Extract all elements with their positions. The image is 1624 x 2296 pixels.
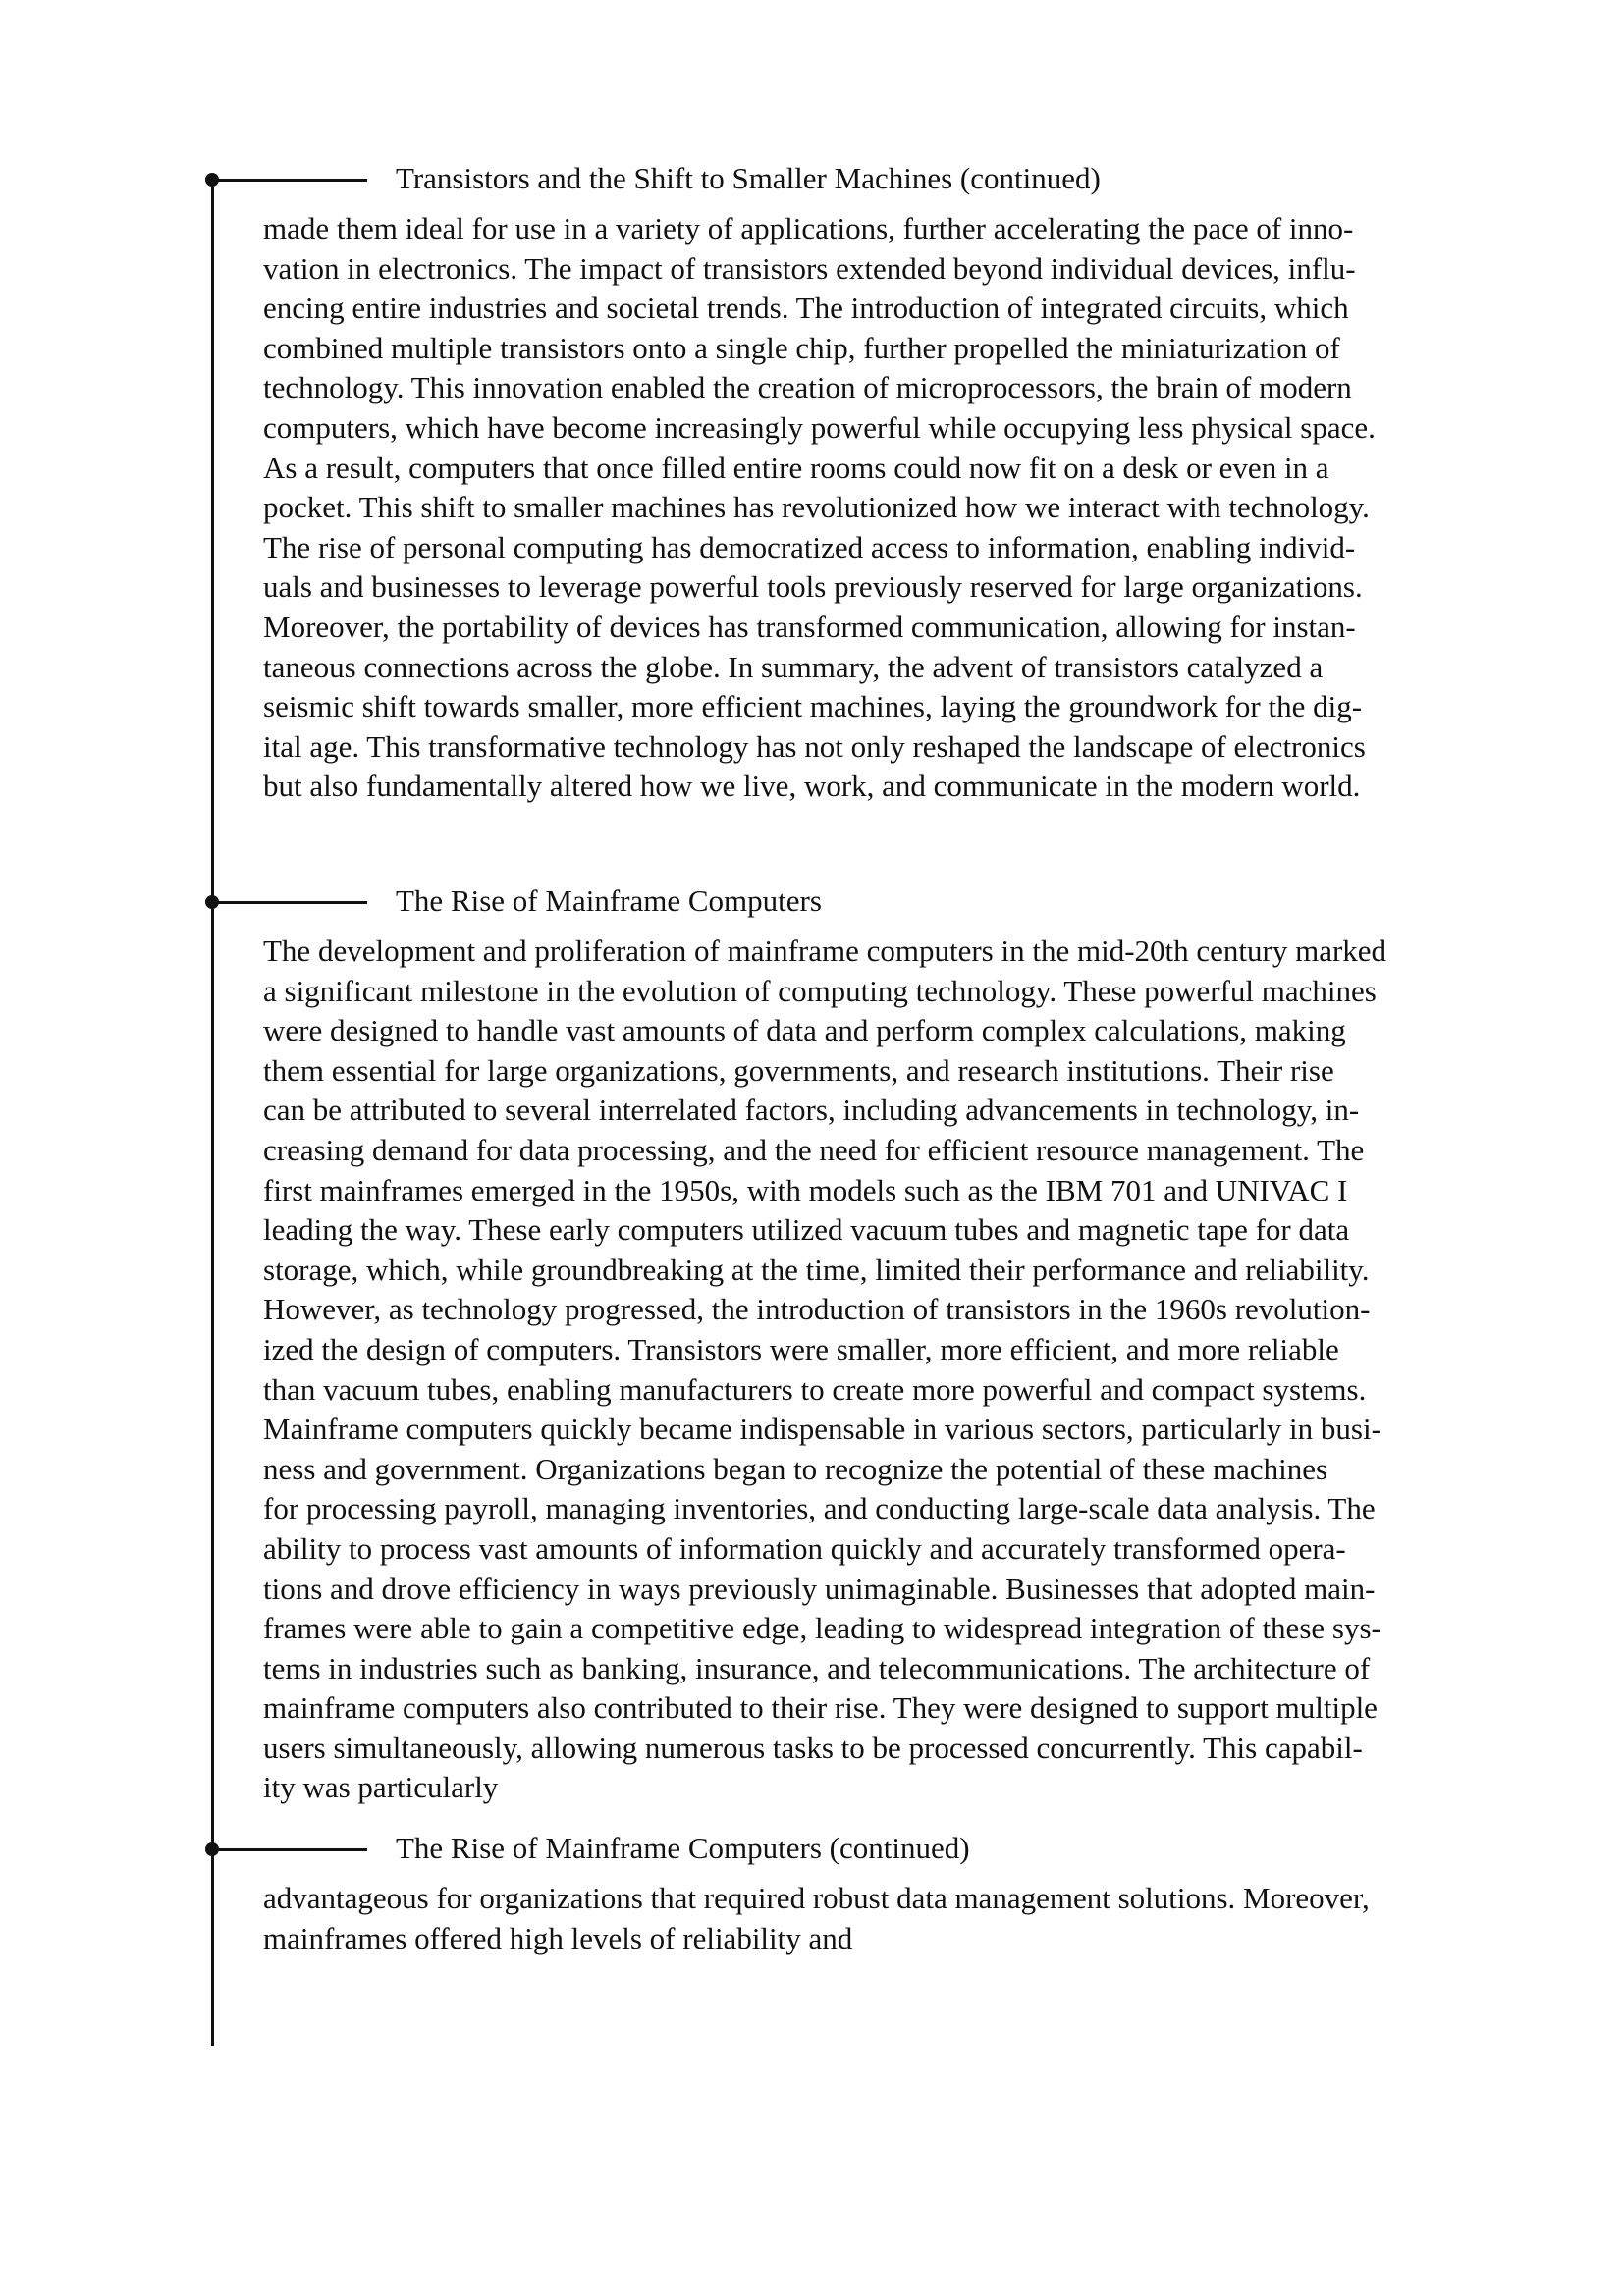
timeline-rail	[211, 179, 214, 2046]
section-body-text: made them ideal for use in a variety of applications, further accelerating the pace of inno- vation in electronics. The impact of transistors extended beyond individual devices, influ- encing entire industries and societal trends. The introduction of integrated circuits, which combined multiple transistors onto a single chip, further propelled the miniaturization of technology. This innovation enabled the creation of microprocessors, the brain of modern computers, which have become increasingly powerful while occupying less physical space. As a result, computers that once filled entire rooms could now fit on a desk or even in a pocket. This shift to smaller machines has revolutionized how we interact with technology. The rise of personal computing has democratized access to information, enabling individ- uals and businesses to leverage powerful tools previously reserved for large organizations. Moreover, the portability of devices has transformed communication, allowing for instan- taneous connections across the globe. In summary, the advent of transistors catalyzed a seismic shift towards smaller, more efficient machines, laying the groundwork for the dig- ital age. This transformative technology has not only reshaped the landscape of electronics but also fundamentally altered how we live, work, and communicate in the modern world.	[263, 211, 1376, 804]
section-body-text: The development and proliferation of mainframe computers in the mid-20th century marked a significant milestone in the evolution of computing technology. These powerful machines were designed to handle vast amounts of data and perform complex calculations, making them essential for large organizations, governments, and research institutions. Their rise can be attributed to several interrelated factors, including advancements in technology, in- creasing demand for data processing, and the need for efficient resource management. The first mainframes emerged in the 1950s, with models such as the IBM 701 and UNIVAC I leading the way. These early computers utilized vacuum tubes and magnetic tape for data storage, which, while groundbreaking at the time, limited their performance and reliability. However, as technology progressed, the introduction of transistors in the 1960s revolution- ized the design of computers. Transistors were smaller, more efficient, and more reliable than vacuum tubes, enabling manufacturers to create more powerful and compact systems. Mainframe computers quickly became indispensable in various sectors, particularly in busi- ness and government. Organizations began to recognize the potential of these machines for processing payroll, managing inventories, and conducting large-scale data analysis. The ability to process vast amounts of information quickly and accurately transformed opera- tions and drove efficiency in ways previously unimaginable. Businesses that adopted main- frames were able to gain a competitive edge, leading to widespread integration of these sys- tems in industries such as banking, insurance, and telecommunications. The architecture of mainframe computers also contributed to their rise. They were designed to support multiple users simultaneously, allowing numerous tasks to be processed concurrently. This capabil- ity was particularly	[263, 934, 1387, 1805]
section-body-text: advantageous for organizations that required robust data management solutions. Moreover, mainframes offered high levels of reliability and	[263, 1881, 1370, 1955]
section-heading: The Rise of Mainframe Computers	[396, 883, 822, 918]
timeline-marker-connector	[212, 179, 367, 182]
section-heading: The Rise of Mainframe Computers (continued)	[396, 1831, 970, 1865]
timeline-marker-connector	[212, 1848, 367, 1851]
timeline-marker-connector	[212, 901, 367, 904]
section-heading: Transistors and the Shift to Smaller Machines (continued)	[396, 161, 1101, 195]
